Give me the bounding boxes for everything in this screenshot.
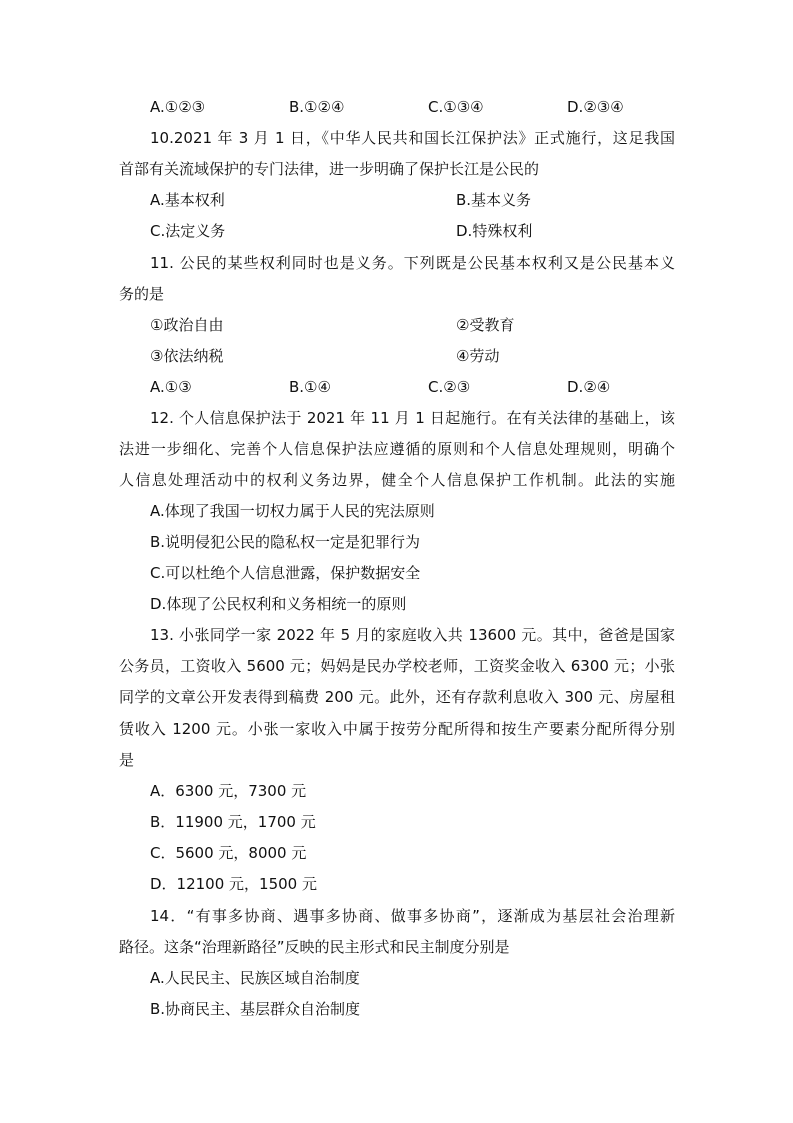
q13-stem-line-1: 13. 小张同学一家 2022 年 5 月的家庭收入共 13600 元。其中，爸爸是国家 <box>150 626 675 644</box>
q10-stem-line-1: 10.2021 年 3 月 1 日，《中华人民共和国长江保护法》正式施行，这足我国 <box>150 129 675 147</box>
q11-item-3: ③依法纳税 <box>150 347 224 365</box>
q9-option-b: B.①②④ <box>289 98 345 116</box>
q13-stem-line-4: 赁收入 1200 元。小张一家收入中属于按劳分配所得和按生产要素分配所得分别 <box>119 720 675 738</box>
q14-option-a: A.人民民主、民族区域自治制度 <box>150 969 360 987</box>
q12-stem-line-2: 法进一步细化、完善个人信息保护法应遵循的原则和个人信息处理规则，明确个 <box>119 440 675 458</box>
q13-stem-line-3: 同学的文章公开发表得到稿费 200 元。此外，还有存款利息收入 300 元、房屋租 <box>119 688 675 706</box>
q12-stem-line-3: 人信息处理活动中的权利义务边界，健全个人信息保护工作机制。此法的实施 <box>119 471 675 489</box>
q11-option-b: B.①④ <box>289 378 331 396</box>
q12-stem-line-1: 12. 个人信息保护法于 2021 年 11 月 1 日起施行。在有关法律的基础上，该 <box>150 409 675 427</box>
q10-option-b: B.基本义务 <box>456 191 532 209</box>
q11-option-d: D.②④ <box>567 378 611 396</box>
q13-option-d: D．12100 元，1500 元 <box>150 875 317 893</box>
q14-stem-line-2: 路径。这条“治理新路径”反映的民主形式和民主制度分别是 <box>119 938 510 956</box>
q11-item-1: ①政治自由 <box>150 316 224 334</box>
q11-option-c: C.②③ <box>428 378 471 396</box>
q13-option-b: B．11900 元，1700 元 <box>150 813 316 831</box>
q12-option-c: C.可以杜绝个人信息泄露，保护数据安全 <box>150 564 421 582</box>
q11-option-a: A.①③ <box>150 378 192 396</box>
q11-item-4: ④劳动 <box>456 347 500 365</box>
q13-option-c: C．5600 元，8000 元 <box>150 844 307 862</box>
q14-stem-line-1: 14．“有事多协商、遇事多协商、做事多协商”，逐渐成为基层社会治理新 <box>150 907 675 925</box>
q10-option-c: C.法定义务 <box>150 222 226 240</box>
q12-option-b: B.说明侵犯公民的隐私权一定是犯罪行为 <box>150 533 421 551</box>
q10-stem-line-2: 首部有关流域保护的专门法律，进一步明确了保护长江是公民的 <box>119 160 540 178</box>
q11-item-2: ②受教育 <box>456 316 515 334</box>
q13-stem-line-5: 是 <box>119 751 135 769</box>
q11-stem-line-2: 务的是 <box>119 285 165 303</box>
q9-option-d: D.②③④ <box>567 98 624 116</box>
q13-option-a: A．6300 元，7300 元 <box>150 782 307 800</box>
q10-option-d: D.特殊权利 <box>456 222 533 240</box>
q9-option-c: C.①③④ <box>428 98 484 116</box>
q10-option-a: A.基本权利 <box>150 191 225 209</box>
q12-option-a: A.体现了我国一切权力属于人民的宪法原则 <box>150 502 435 520</box>
q13-stem-line-2: 公务员，工资收入 5600 元；妈妈是民办学校老师，工资奖金收入 6300 元；小张 <box>119 657 675 675</box>
q9-option-a: A.①②③ <box>150 98 206 116</box>
q12-option-d: D.体现了公民权利和义务相统一的原则 <box>150 595 407 613</box>
q14-option-b: B.协商民主、基层群众自治制度 <box>150 1000 361 1018</box>
q11-stem-line-1: 11. 公民的某些权利同时也是义务。下列既是公民基本权利又是公民基本义 <box>150 254 675 272</box>
